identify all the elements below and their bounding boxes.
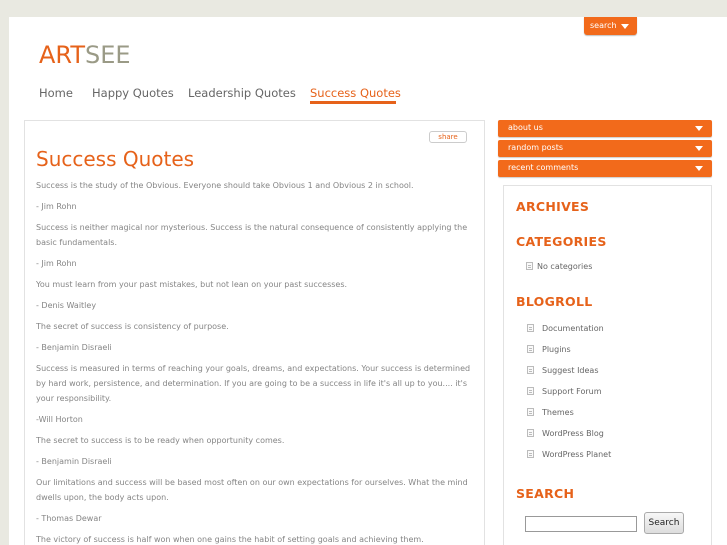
document-icon bbox=[527, 345, 534, 353]
document-icon bbox=[527, 366, 534, 374]
nav-active-underline bbox=[310, 101, 396, 104]
chevron-down-icon bbox=[695, 146, 703, 151]
blogroll-link-wordpress-blog[interactable]: WordPress Blog bbox=[527, 429, 604, 438]
search-toggle-button[interactable] bbox=[584, 17, 637, 35]
accordion-label: recent comments bbox=[508, 163, 579, 172]
blogroll-link-plugins[interactable]: Plugins bbox=[527, 345, 571, 354]
blogroll-link-wordpress-planet[interactable]: WordPress Planet bbox=[527, 450, 611, 459]
paragraph: The secret to success is to be ready when opportunity comes. bbox=[36, 436, 285, 445]
chevron-down-icon bbox=[621, 24, 629, 29]
paragraph: - Denis Waitley bbox=[36, 301, 97, 310]
accordion-label: random posts bbox=[508, 143, 564, 152]
paragraph: Success is neither magical nor mysterious. Success is the natural consequence of consistently applying the basic fundamentals. bbox=[36, 223, 468, 247]
paragraph: Success is the study of the Obvious. Everyone should take Obvious 1 and Obvious 2 in school. bbox=[36, 181, 414, 190]
search-input[interactable] bbox=[525, 516, 637, 532]
categories-heading: CATEGORIES bbox=[516, 234, 607, 249]
sidebar bbox=[503, 185, 712, 545]
blogroll-link-support-forum[interactable]: Support Forum bbox=[527, 387, 602, 396]
post-content bbox=[24, 120, 485, 545]
nav-leadership-quotes[interactable]: Leadership Quotes bbox=[188, 86, 296, 100]
archives-heading: ARCHIVES bbox=[516, 199, 590, 214]
paragraph: - Thomas Dewar bbox=[36, 514, 102, 523]
document-icon bbox=[526, 262, 533, 270]
paragraph: - Benjamin Disraeli bbox=[36, 457, 112, 466]
paragraph: -Will Horton bbox=[36, 415, 83, 424]
blogroll-link-themes[interactable]: Themes bbox=[527, 408, 574, 417]
share-button[interactable] bbox=[429, 131, 467, 143]
logo-text-see: SEE bbox=[85, 41, 131, 69]
paragraph: The secret of success is consistency of purpose. bbox=[36, 322, 229, 331]
paragraph: Our limitations and success will be based most often on our own expectations for ourselves. What the mind dwells upon, the body acts upon. bbox=[36, 478, 468, 502]
accordion-recent-comments[interactable] bbox=[498, 160, 712, 177]
search-heading: SEARCH bbox=[516, 486, 575, 501]
paragraph: You must learn from your past mistakes, but not lean on your past successes. bbox=[36, 280, 348, 289]
chevron-down-icon bbox=[695, 166, 703, 171]
share-label: share bbox=[438, 133, 458, 141]
accordion-random-posts[interactable] bbox=[498, 140, 712, 157]
nav-happy-quotes[interactable]: Happy Quotes bbox=[92, 86, 174, 100]
sidebar-accordion bbox=[498, 120, 712, 180]
document-icon bbox=[527, 429, 534, 437]
search-toggle-label: search bbox=[590, 21, 617, 30]
paragraph: - Jim Rohn bbox=[36, 259, 77, 268]
logo-text-art: ART bbox=[39, 41, 86, 69]
blogroll-link-suggest-ideas[interactable]: Suggest Ideas bbox=[527, 366, 599, 375]
accordion-label: about us bbox=[508, 123, 543, 132]
document-icon bbox=[527, 408, 534, 416]
blogroll-link-documentation[interactable]: Documentation bbox=[527, 324, 604, 333]
nav-success-quotes[interactable]: Success Quotes bbox=[310, 86, 401, 100]
no-categories-text: No categories bbox=[526, 262, 592, 271]
paragraph: - Benjamin Disraeli bbox=[36, 343, 112, 352]
paragraph: Success is measured in terms of reaching your goals, dreams, and expectations. Your success is determined by hard work, persistence, and determination. If you are going to be a success in life it's all up to you.... it's your responsibility. bbox=[36, 364, 471, 403]
accordion-about-us[interactable] bbox=[498, 120, 712, 137]
document-icon bbox=[527, 387, 534, 395]
nav-home[interactable]: Home bbox=[39, 86, 73, 100]
paragraph: - Jim Rohn bbox=[36, 202, 77, 211]
search-button[interactable]: Search bbox=[644, 512, 684, 534]
post-title: Success Quotes bbox=[36, 147, 195, 171]
document-icon bbox=[527, 450, 534, 458]
post-body bbox=[36, 178, 476, 545]
paragraph: The victory of success is half won when one gains the habit of setting goals and achieving them. bbox=[36, 535, 424, 544]
blogroll-heading: BLOGROLL bbox=[516, 294, 593, 309]
chevron-down-icon bbox=[695, 126, 703, 131]
document-icon bbox=[527, 324, 534, 332]
site-logo[interactable] bbox=[39, 41, 131, 69]
